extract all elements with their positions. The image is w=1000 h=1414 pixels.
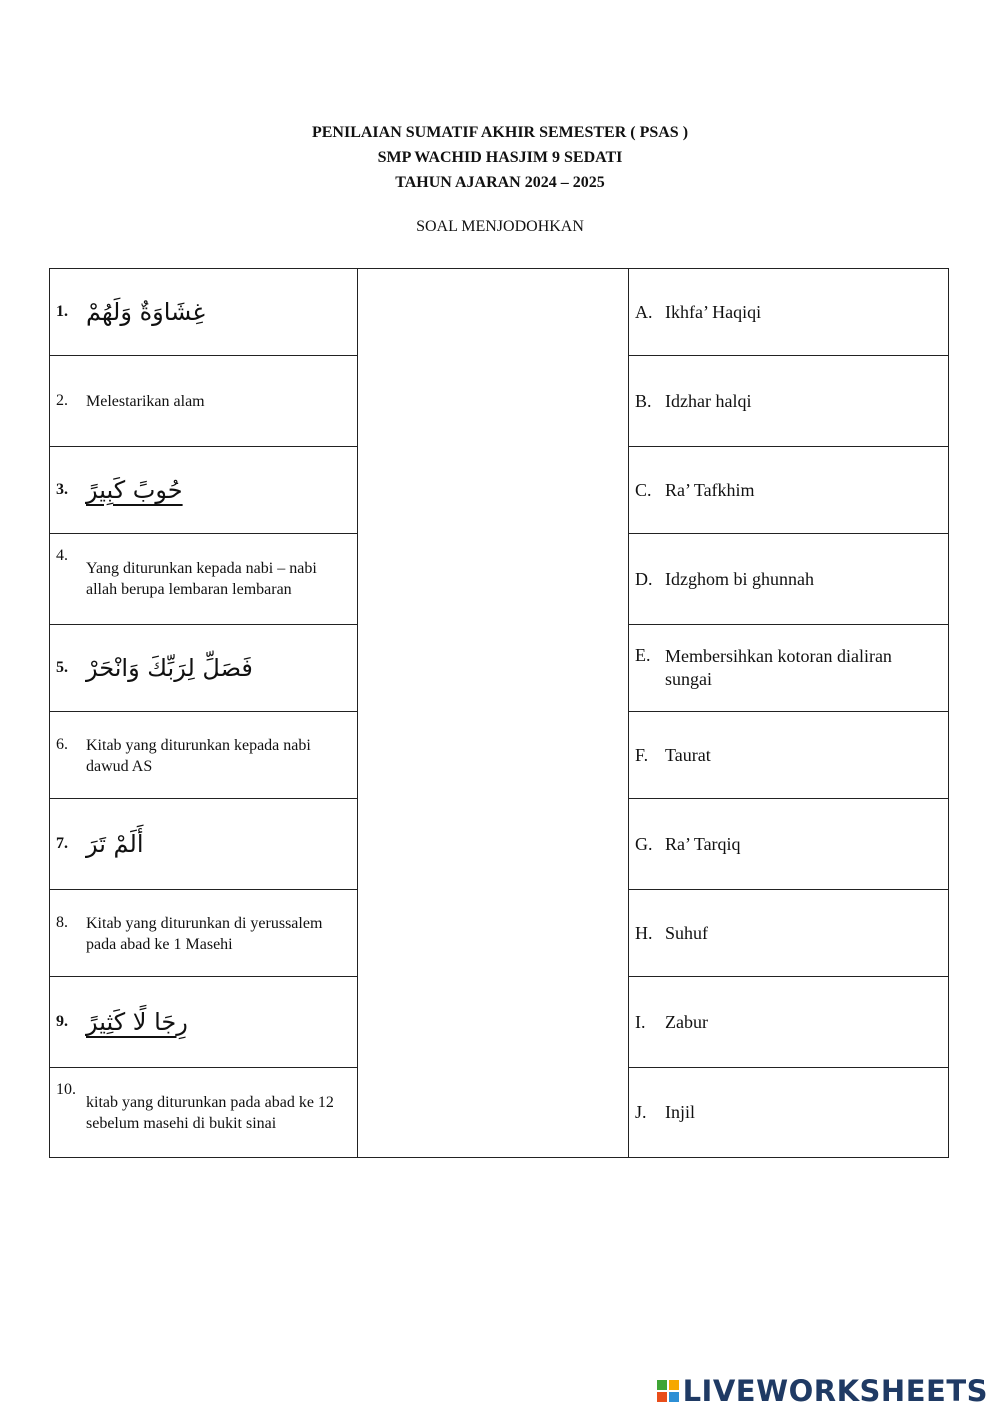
question-row [50, 625, 357, 712]
answer-text: Ikhfa’ Haqiqi [665, 301, 762, 322]
question-text: Melestarikan alam [86, 392, 205, 410]
answer-text: Idzghom bi ghunnah [665, 568, 814, 589]
answer-row [629, 1068, 948, 1157]
answer-row [629, 625, 948, 712]
logo-square [657, 1392, 667, 1402]
question-row [50, 356, 357, 447]
answer-letter: I. [635, 1011, 646, 1032]
header-year: TAHUN AJARAN 2024 – 2025 [395, 174, 605, 191]
answer-row [629, 712, 948, 799]
answer-row [629, 534, 948, 625]
question-arabic: حُوبً كَبِيرً [86, 476, 183, 504]
answer-text: Ra’ Tafkhim [665, 479, 755, 500]
question-row [50, 712, 357, 799]
question-row [50, 977, 357, 1068]
question-row [50, 534, 357, 625]
answer-text: Zabur [665, 1011, 708, 1032]
question-number: 9. [56, 1013, 68, 1030]
logo-square [669, 1392, 679, 1402]
question-row [50, 1068, 357, 1157]
logo-square [669, 1380, 679, 1390]
question-number: 6. [56, 736, 68, 753]
answer-letter: H. [635, 922, 653, 943]
question-row [50, 447, 357, 534]
answer-text: Injil [665, 1102, 695, 1122]
answer-letter: A. [635, 301, 653, 322]
answer-text: Taurat [665, 744, 711, 765]
questions-column [49, 268, 358, 1158]
logo-text: LIVEWORKSHEETS [682, 1374, 988, 1408]
answer-row [629, 447, 948, 534]
question-text: Kitab yang diturunkan di yerussalem pada abad ke 1 Masehi [86, 915, 323, 953]
question-text: Kitab yang diturunkan kepada nabi dawud AS [86, 737, 311, 775]
question-number: 10. [56, 1081, 76, 1098]
question-number: 1. [56, 303, 68, 320]
question-arabic: غِشَاوَةٌ وَلَهُمْ [86, 298, 206, 326]
answer-letter: F. [635, 744, 649, 765]
header-school: SMP WACHID HASJIM 9 SEDATI [377, 149, 623, 166]
answer-letter: E. [635, 645, 651, 665]
question-row [50, 269, 357, 356]
answer-text: Membersihkan kotoran dialiran sungai [665, 646, 892, 689]
answer-row [629, 977, 948, 1068]
question-row [50, 799, 357, 890]
question-number: 8. [56, 914, 68, 931]
logo-icon [657, 1380, 679, 1402]
question-arabic: رِجَا لًا كَثِيرً [86, 1008, 188, 1036]
answer-letter: D. [635, 568, 653, 589]
question-row [50, 890, 357, 977]
section-title: SOAL MENJODOHKAN [416, 218, 584, 235]
answer-row [629, 356, 948, 447]
question-number: 2. [56, 392, 68, 409]
answer-row [629, 890, 948, 977]
answer-row [629, 269, 948, 356]
question-number: 3. [56, 481, 68, 498]
liveworksheets-logo [657, 1374, 988, 1408]
answer-letter: C. [635, 479, 652, 500]
question-text: Yang diturunkan kepada nabi – nabi allah berupa lembaran lembaran [86, 560, 317, 598]
logo-square [657, 1380, 667, 1390]
header-title: PENILAIAN SUMATIF AKHIR SEMESTER ( PSAS ) [311, 124, 689, 141]
question-text: kitab yang diturunkan pada abad ke 12 sebelum masehi di bukit sinai [86, 1093, 334, 1132]
question-arabic: أَلَمْ تَرَ [86, 830, 144, 858]
answers-column [628, 268, 949, 1158]
answer-letter: G. [635, 833, 653, 854]
answer-letter: J. [635, 1102, 647, 1122]
answer-text: Suhuf [665, 922, 709, 943]
question-number: 7. [56, 835, 68, 852]
question-number: 4. [56, 547, 68, 564]
matching-area[interactable] [357, 268, 629, 1158]
answer-text: Idzhar halqi [665, 390, 752, 411]
question-number: 5. [56, 659, 68, 676]
answer-text: Ra’ Tarqiq [665, 833, 741, 854]
answer-row [629, 799, 948, 890]
question-arabic: فَصَلِّ لِرَبِّكَ وَانْحَرْ [86, 654, 253, 682]
document-header [0, 120, 1000, 195]
answer-letter: B. [635, 390, 652, 411]
